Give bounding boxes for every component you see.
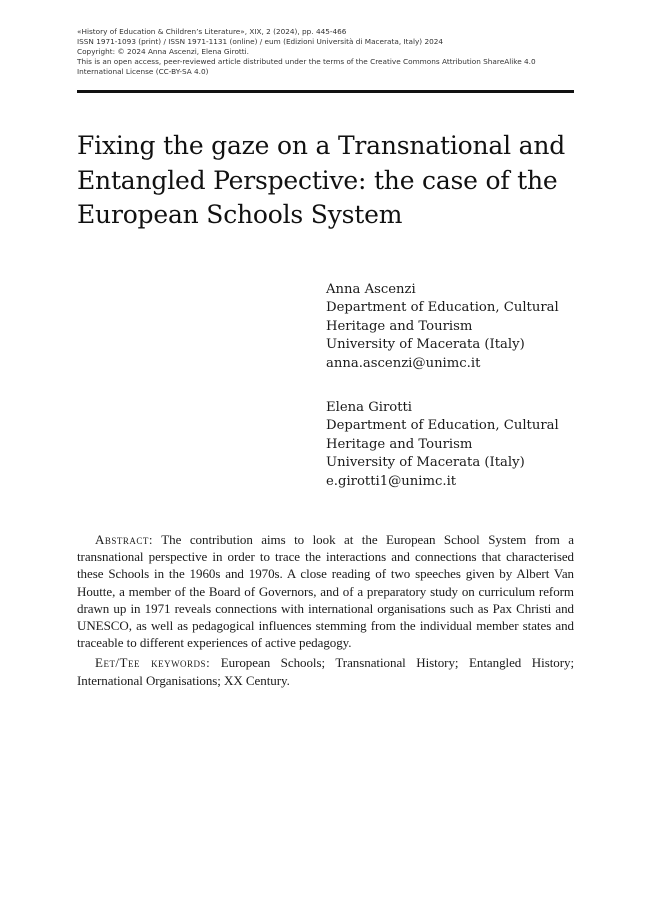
author-university: University of Macerata (Italy) xyxy=(326,455,525,471)
author-department: Department of Education, Cultural xyxy=(326,300,559,316)
journal-header xyxy=(77,27,574,77)
title-line: European Schools System xyxy=(77,200,403,229)
abstract-text: The contribution aims to look at the European School System from a transnational perspective in order to trace the interactions and connections that characterised these Schools in the 1960s and 1970s. A close reading of two speeches given by Albert Van Houtte, a member of the Board of Governors, and of a preparatory study on curriculum reform drawn up in 1971 reveals connections with international organisations such as Pax Christi and UNESCO, as well as pedagogical influences stemming from the individual member states and traceable to different experiences of active pedagogy. xyxy=(77,532,574,651)
header-rule xyxy=(77,90,574,93)
author-name: Anna Ascenzi xyxy=(326,282,416,297)
abstract-label: Abstract: xyxy=(95,532,154,547)
keywords-label: Eet/Tee keywords: xyxy=(95,655,211,671)
article-title xyxy=(77,129,577,233)
keywords-paragraph xyxy=(77,654,574,688)
author-university: University of Macerata (Italy) xyxy=(326,337,525,353)
author-department: Department of Education, Cultural xyxy=(326,418,559,434)
license-line: This is an open access, peer-reviewed article distributed under the terms of the Creative Commons Attribution ShareAlike 4.0 International License (CC-BY-SA 4.0) xyxy=(77,57,536,76)
citation-line: «History of Education & Children’s Literature», XIX, 2 (2024), pp. 445-466 xyxy=(77,27,347,36)
author-department: Heritage and Tourism xyxy=(326,436,473,452)
author-block-ascenzi xyxy=(326,281,586,373)
author-email: anna.ascenzi@unimc.it xyxy=(326,355,481,371)
copyright-line: Copyright: © 2024 Anna Ascenzi, Elena Girotti. xyxy=(77,47,249,56)
keywords-text: European Schools; Transnational History; Entangled History; International Organisations; XX Century. xyxy=(77,655,575,688)
title-line: Entangled Perspective: the case of the xyxy=(77,165,558,195)
title-line: Fixing the gaze on a Transnational and xyxy=(77,131,566,160)
author-department: Heritage and Tourism xyxy=(326,318,473,334)
author-block-girotti xyxy=(326,399,586,491)
issn-line: ISSN 1971-1093 (print) / ISSN 1971-1131 (online) / eum (Edizioni Università di Macerata, Italy) 2024 xyxy=(77,37,444,46)
author-name: Elena Girotti xyxy=(326,400,413,415)
abstract-section xyxy=(77,531,574,689)
author-email: e.girotti1@unimc.it xyxy=(326,473,457,489)
abstract-paragraph xyxy=(77,531,574,651)
